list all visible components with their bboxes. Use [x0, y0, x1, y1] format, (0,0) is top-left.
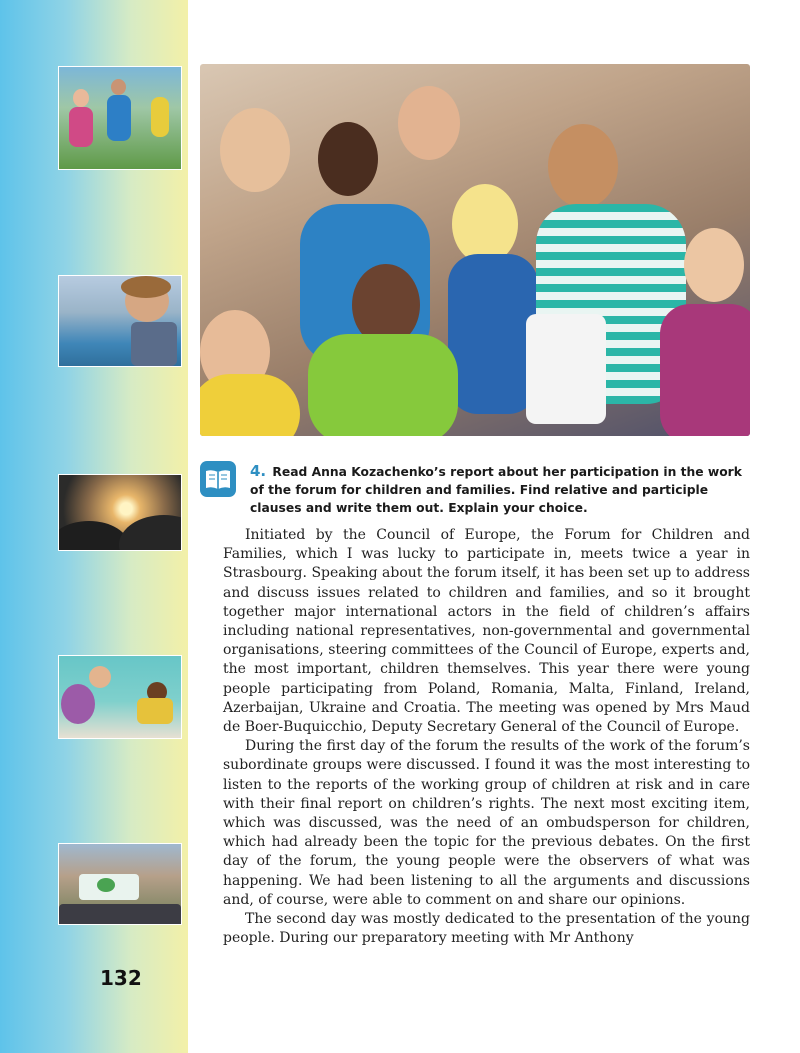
thumbnail-water-fun	[58, 66, 182, 170]
paragraph: During the first day of the forum the results of the work of the forum’s subordinate groups were discussed. I found it was the most interesting to listen to the reports of the working group of children at risk and in care with their final report on children’s rights. The next most exciting item, which was discussed, was the need of an ombudsperson for children, which had already been the topic for the previous debates. On the first day of the forum, the young people were the observers of what was happening. We had been listening to all the arguments and discussions and, of course, were able to comment on and share our opinions.	[223, 738, 750, 908]
thumbnail-children-playing	[58, 655, 182, 739]
task-text: Read Anna Kozachenko’s report about her participation in the work of the forum for children and families. Find relative and participle clauses and write them out. Explain your choice.	[250, 465, 742, 516]
task-instruction	[250, 462, 755, 518]
paragraph: The second day was mostly dedicated to the presentation of the young people. During our preparatory meeting with Mr Anthony	[223, 911, 750, 947]
paragraph: Initiated by the Council of Europe, the Forum for Children and Families, which I was lucky to participate in, meets twice a year in Strasbourg. Speaking about the forum itself, it has been set up to address and discuss issues related to children and families, and so it brought together major international actors in the field of children’s affairs including national representatives, non-governmental and governmental organisations, steering committees of the Council of Europe, experts and, the most important, children themselves. This year there were young people participating from Poland, Romania, Malta, Finland, Ireland, Azerbaijan, Ukraine and Croatia. The meeting was opened by Mrs Maud de Boer-Buquicchio, Deputy Secretary General of the Council of Europe.	[223, 527, 750, 736]
task-number: 4.	[250, 462, 267, 480]
hero-photo-young-people-cheering	[200, 64, 750, 436]
thumbnail-sunset-climbers	[58, 474, 182, 551]
page-number: 132	[100, 966, 142, 990]
report-text	[223, 526, 750, 948]
book-icon	[200, 461, 236, 497]
thumbnail-boy-river	[58, 275, 182, 367]
thumbnail-city-rally	[58, 843, 182, 925]
